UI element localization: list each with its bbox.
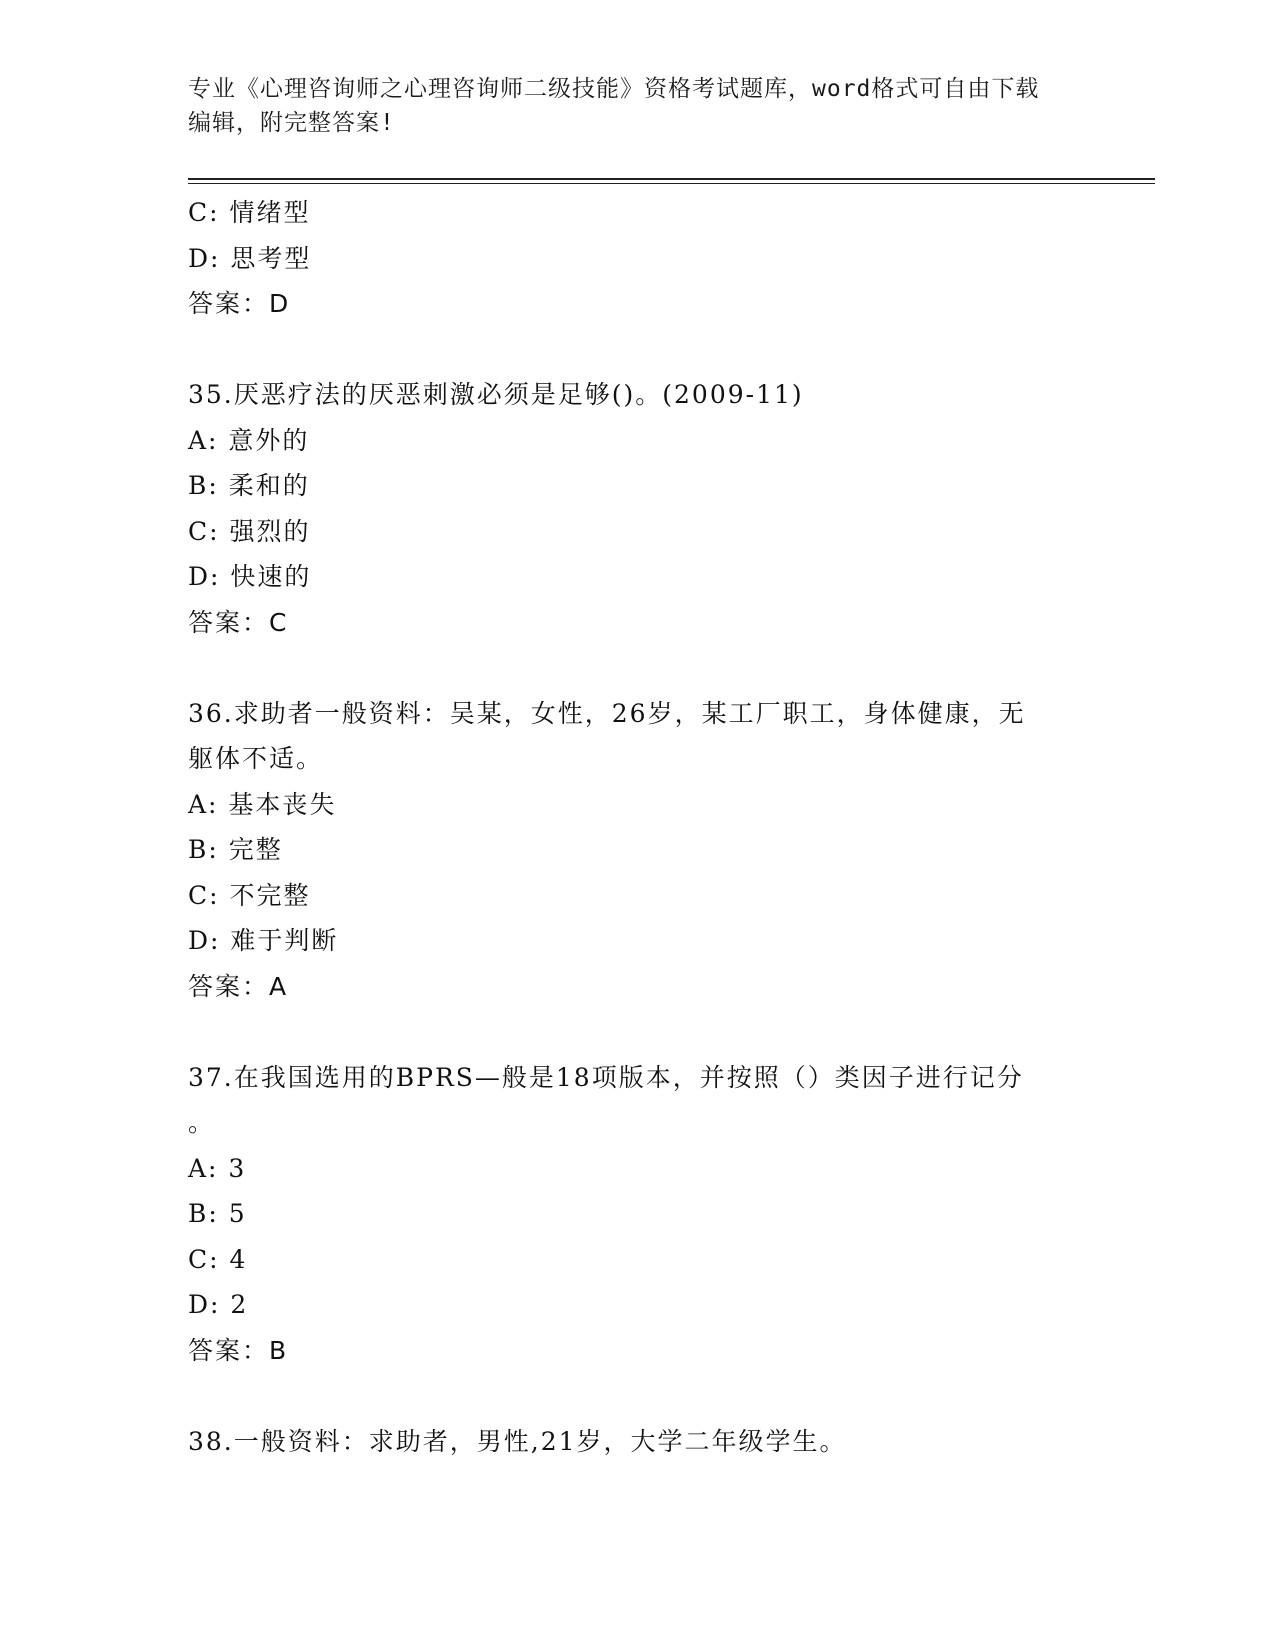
option-a: A: 基本丧失 <box>188 789 337 819</box>
prev-question-block <box>188 190 1088 327</box>
header-rule-thick <box>188 178 1155 180</box>
header-rule-thin <box>188 183 1155 184</box>
question-stem-line-1: 36.求助者一般资料：吴某，女性，26岁，某工厂职工，身体健康，无 <box>188 698 1026 728</box>
question-list <box>188 190 1088 1464</box>
option-c: C: 不完整 <box>188 880 311 910</box>
option-c: C: 情绪型 <box>188 198 311 227</box>
option-b: B: 完整 <box>188 835 283 864</box>
question-35 <box>188 372 1088 646</box>
header-line-2: 编辑，附完整答案! <box>188 110 395 136</box>
question-37 <box>188 1055 1088 1374</box>
option-d: D: 2 <box>188 1290 249 1319</box>
option-b: B: 柔和的 <box>188 471 310 500</box>
answer-line: 答案：C <box>188 607 289 637</box>
option-c: C: 强烈的 <box>188 516 311 546</box>
option-a: A: 意外的 <box>188 425 310 455</box>
question-stem: 38.一般资料：求助者，男性,21岁，大学二年级学生。 <box>188 1426 847 1456</box>
question-stem: 35.厌恶疗法的厌恶刺激必须是足够()。(2009-11) <box>188 380 804 409</box>
question-stem-line-2: 躯体不适。 <box>188 744 324 773</box>
option-d: D: 难于判断 <box>188 926 339 955</box>
option-b: B: 5 <box>188 1199 247 1228</box>
answer-line: 答案：B <box>188 1335 289 1365</box>
question-36 <box>188 691 1088 1010</box>
option-c: C: 4 <box>188 1244 248 1274</box>
option-d: D: 快速的 <box>188 562 312 591</box>
option-d: D: 思考型 <box>188 243 312 273</box>
spacer <box>188 1010 1088 1055</box>
spacer <box>188 646 1088 691</box>
answer-line: 答案：D <box>188 289 291 318</box>
spacer <box>188 327 1088 372</box>
answer-line: 答案：A <box>188 971 289 1001</box>
spacer <box>188 1374 1088 1419</box>
question-stem-line-1: 37.在我国选用的BPRS—般是18项版本，并按照（）类因子进行记分 <box>188 1062 1024 1092</box>
document-header <box>188 72 1078 140</box>
question-38 <box>188 1419 1088 1465</box>
question-stem-line-2: 。 <box>188 1108 216 1137</box>
option-a: A: 3 <box>188 1153 247 1183</box>
header-line-1: 专业《心理咨询师之心理咨询师二级技能》资格考试题库，word格式可自由下载 <box>188 76 1040 102</box>
